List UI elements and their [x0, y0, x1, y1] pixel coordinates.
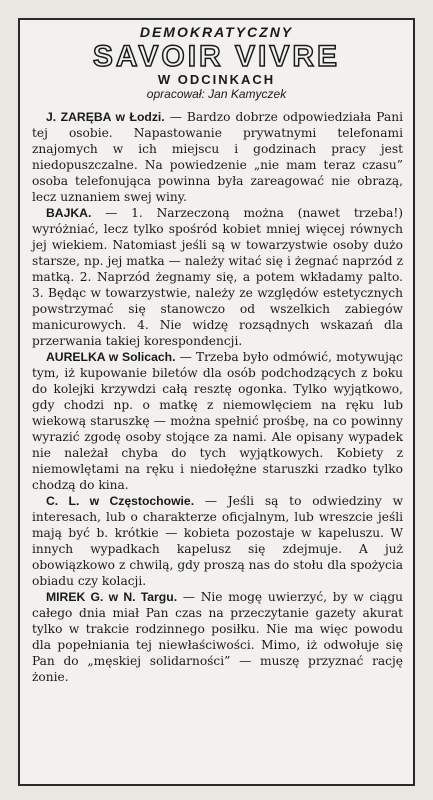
header-author: opracował: Jan Kamyczek	[146, 87, 287, 101]
entry-text: — 1. Narzeczoną można (nawet trzeba!) wyróżniać, lecz tylko spośród kobiet mniej więcej równych jej wiekiem. Natomiast jeśli są w towarzystwie osoby dużo starsze, np. jej matka — należy witać się i żegnać naprzód z matką. 2. Naprzód żegnamy się, a potem wkładamy palto. 3. Będąc w towarzystwie, należy ze względów estetycznych powstrzymać się stanowczo od wszelkich zabiegów manicurowych. 4. Nie widzę rozsądnych wskazań dla przerwania takiej korespondencji.	[32, 206, 403, 348]
entry-text: — Jeśli są to odwiedziny w interesach, lub o charakterze oficjalnym, lub wreszcie jeśli mają być b. krótkie — kobieta pozostaje w kapeluszu. W innych wypadkach kapelusz się zdejmuje. A już obowiązkowo z chwilą, gdy proszą nas do stołu dla spożycia obiadu czy kolacji.	[32, 494, 403, 588]
column-header	[20, 24, 413, 101]
entry-4	[32, 493, 403, 589]
entry-text: — Nie mogę uwierzyć, by w ciągu całego dnia miał Pan czas na przeczytanie gazety akurat tylko w trakcie rodzinnego posiłku. Nie ma więc powodu dla popełniania tej niewłaściwości. Mimo, iż odwołuje się Pan do „męskiej solidarności” — muszę przyznać rację żonie.	[32, 590, 403, 684]
entry-1	[32, 109, 403, 205]
entry-addressee: C. L. w Częstochowie.	[46, 494, 195, 508]
entry-text: — Bardzo dobrze odpowiedziała Pani tej osobie. Napastowanie prywatnymi telefonami znajomych w ich miejscu i godzinach pracy jest niedopuszczalne. Na powiedzenie „nie mam teraz czasu” osoba telefonująca powinna była zareagować nie obrazą, lecz uznaniem swej winy.	[32, 110, 403, 204]
entry-addressee: BAJKA.	[46, 206, 92, 220]
entry-addressee: J. ZARĘBA w Łodzi.	[46, 110, 165, 124]
article-frame	[18, 18, 415, 786]
entry-3	[32, 349, 403, 493]
entry-5	[32, 589, 403, 685]
header-title: SAVOIR VIVRE	[92, 40, 341, 73]
header-top-line: DEMOKRATYCZNY	[139, 24, 294, 40]
entry-2	[32, 205, 403, 349]
header-subtitle: W ODCINKACH	[157, 72, 276, 87]
article-body	[32, 109, 403, 685]
entry-addressee: AURELKA w Solicach.	[46, 350, 176, 364]
entry-text: — Trzeba było odmówić, motywując tym, iż kupowanie biletów dla osób podchodzących z boku do kolejki krzywdzi całą resztę ogonka. Tylko wyjątkowo, gdy chodzi np. o matkę z niemowlęciem na ręku lub wiekową staruszkę — można spełnić prośbę, na co powinny wyrazić zgodę osoby stojące za nami. Ale opisany wypadek nie należał chyba do tych wyjątkowych. Kobiety z niemowlętami na ręku i niedołężne staruszki rzadko tylko chodzą do kina.	[32, 350, 403, 492]
entry-addressee: MIREK G. w N. Targu.	[46, 590, 178, 604]
